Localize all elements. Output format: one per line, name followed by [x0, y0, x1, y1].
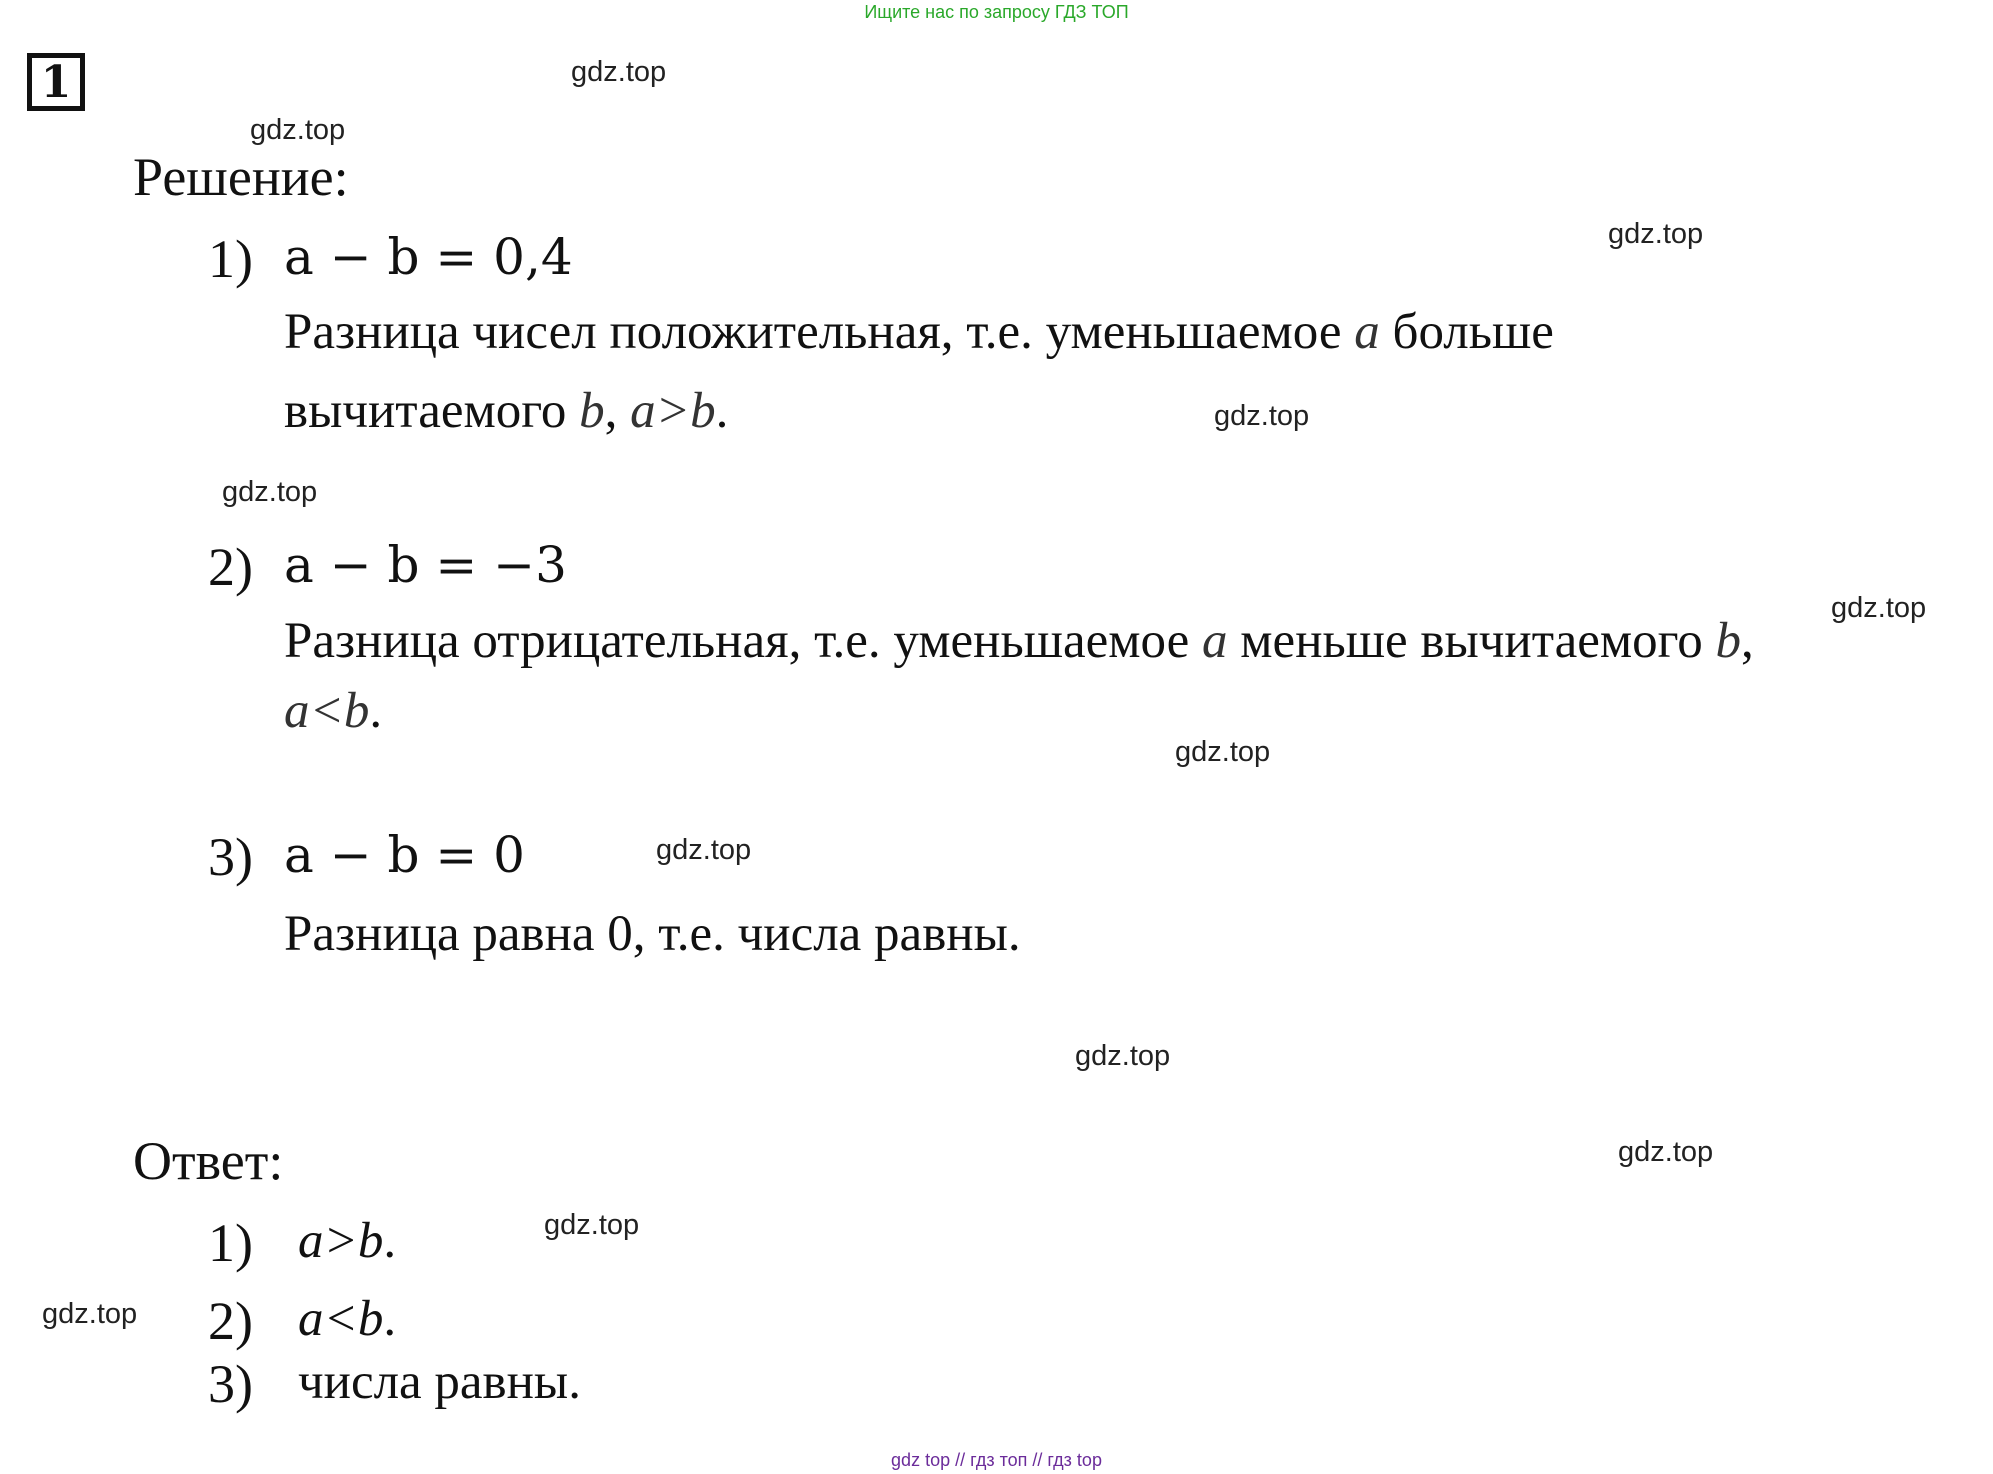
- answer-heading: Ответ:: [133, 1131, 284, 1191]
- comparison: a<b: [284, 683, 370, 739]
- solution-equation: a − b = −3: [284, 536, 567, 594]
- comparison: a>b: [298, 1213, 384, 1269]
- comparison: a<b: [298, 1291, 384, 1347]
- watermark: gdz.top: [1618, 1136, 1714, 1168]
- solution-explanation-line: [284, 303, 1554, 361]
- solution-explanation-line: Разница отрицательная, т.е. уменьшаемое a меньше вычитаемого b,: [284, 613, 1754, 669]
- watermark: gdz.top: [1831, 592, 1927, 624]
- answer-item-number: 1): [208, 1213, 253, 1273]
- watermark: gdz.top: [250, 114, 346, 146]
- answer-item-value: числа равны.: [298, 1354, 581, 1410]
- answer-item-value: a>b.: [298, 1213, 397, 1269]
- variable-a: a: [1354, 304, 1380, 360]
- solution-item-number: 2): [208, 537, 253, 597]
- explanation-text: вычитаемого: [284, 383, 567, 439]
- solution-heading: Решение:: [133, 147, 349, 207]
- explanation-text: Разница отрицательная, т.е. уменьшаемое: [284, 613, 1190, 669]
- answer-item-number: 2): [208, 1291, 253, 1351]
- watermark: gdz.top: [222, 476, 318, 508]
- watermark: gdz.top: [42, 1298, 138, 1330]
- solution-equation: a − b = 0: [284, 826, 525, 884]
- solution-explanation-line: a<b.: [284, 683, 383, 739]
- explanation-text: меньше вычитаемого: [1240, 613, 1703, 669]
- watermark: gdz.top: [1214, 400, 1310, 432]
- comparison: a>b: [630, 383, 716, 439]
- answer-item-number: 3): [208, 1354, 253, 1414]
- watermark: gdz.top: [1075, 1040, 1171, 1072]
- solution-item-number: 1): [208, 229, 253, 289]
- watermark: gdz.top: [544, 1209, 640, 1241]
- variable-a: a: [1202, 613, 1228, 669]
- top-banner: Ищите нас по запросу ГДЗ ТОП: [864, 2, 1129, 22]
- solution-explanation-line: вычитаемого b, a>b.: [284, 383, 729, 439]
- task-number-box: 1: [27, 53, 85, 111]
- watermark: gdz.top: [571, 56, 667, 88]
- watermark: gdz.top: [1608, 218, 1704, 250]
- solution-explanation-line: Разница равна 0, т.е. числа равны.: [284, 906, 1021, 962]
- explanation-text: больше: [1392, 304, 1554, 360]
- solution-equation: a − b = 0,4: [284, 228, 573, 286]
- watermark: gdz.top: [656, 834, 752, 866]
- bottom-banner: gdz top // гдз топ // гдз top: [891, 1450, 1102, 1470]
- watermark: gdz.top: [1175, 736, 1271, 768]
- variable-b: b: [579, 383, 605, 439]
- answer-item-value: a<b.: [298, 1291, 397, 1347]
- variable-b: b: [1715, 613, 1742, 669]
- explanation-text: Разница чисел положительная, т.е. уменьшаемое: [284, 304, 1342, 360]
- solution-item-number: 3): [208, 827, 253, 887]
